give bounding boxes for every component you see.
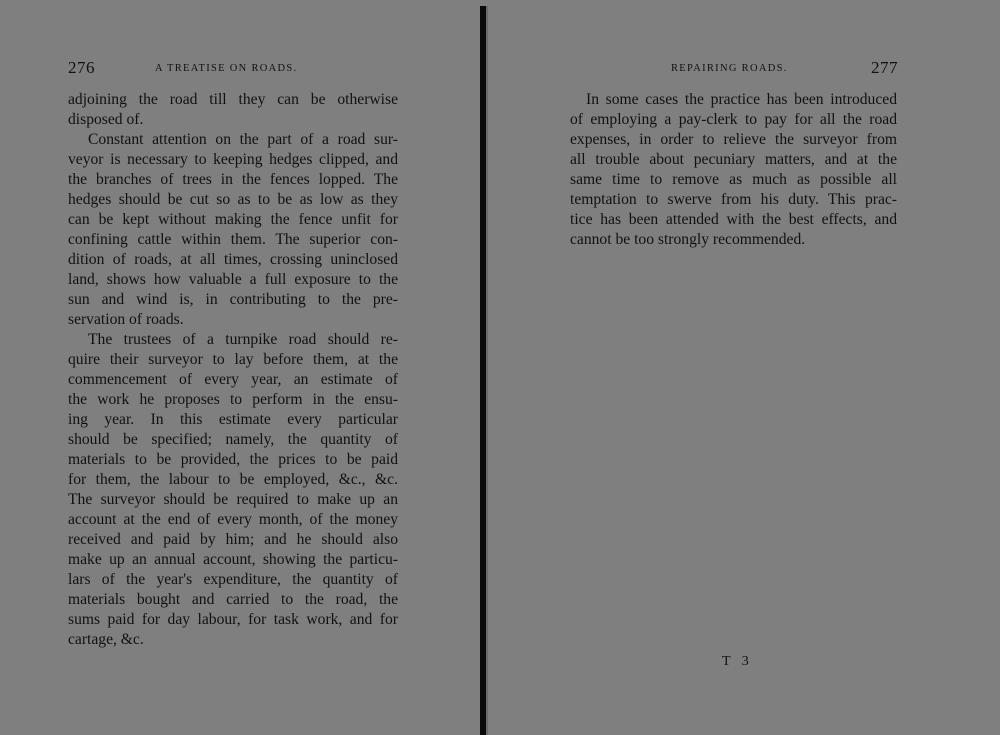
right-page-body [570, 90, 897, 250]
text-line: received and paid by him; and he should also [68, 531, 398, 548]
right-page-number: 277 [871, 58, 898, 77]
text-line: confining cattle within them. The superior con- [68, 231, 398, 248]
text-line: cannot be too strongly recommended. [570, 231, 806, 248]
text-line: materials bought and carried to the road, the [68, 591, 398, 608]
text-line: tice has been attended with the best effects, and [570, 211, 897, 228]
text-line: disposed of. [68, 111, 144, 128]
signature-mark: T 3 [722, 654, 753, 669]
text-line: adjoining the road till they can be otherwise [68, 91, 398, 108]
text-line: expenses, in order to relieve the surveyor from [570, 131, 897, 148]
left-running-head: A TREATISE ON ROADS. [155, 63, 298, 74]
text-line: temptation to swerve from his duty. This prac- [570, 191, 897, 208]
right-running-head: REPAIRING ROADS. [671, 63, 788, 74]
text-line: the work he proposes to perform in the ensu- [68, 391, 398, 408]
text-line: hedges should be cut so as to be as low as they [68, 191, 398, 208]
text-line: In some cases the practice has been introduced [586, 91, 897, 108]
text-line: lars of the year's expenditure, the quantity of [68, 571, 398, 588]
text-line: same time to remove as much as possible all [570, 171, 897, 188]
text-line: cartage, &c. [68, 631, 144, 648]
text-line: for them, the labour to be employed, &c., &c. [68, 471, 398, 488]
left-page [0, 0, 480, 735]
gutter-shadow [486, 6, 488, 735]
text-line: commencement of every year, an estimate of [68, 371, 398, 388]
text-line: The surveyor should be required to make up an [68, 491, 398, 508]
text-line: veyor is necessary to keeping hedges clipped, and [68, 151, 398, 168]
left-page-body [68, 90, 398, 650]
text-line: The trustees of a turnpike road should re- [88, 331, 398, 348]
text-line: sun and wind is, in contributing to the pre- [68, 291, 398, 308]
right-page [490, 0, 1000, 735]
text-line: all trouble about pecuniary matters, and at the [570, 151, 897, 168]
text-line: the branches of trees in the fences lopped. The [68, 171, 398, 188]
text-line: Constant attention on the part of a road sur- [88, 131, 398, 148]
text-line: make up an annual account, showing the particu- [68, 551, 398, 568]
text-line: should be specified; namely, the quantity of [68, 431, 398, 448]
text-line: servation of roads. [68, 311, 184, 328]
left-page-number: 276 [68, 58, 95, 77]
text-line: materials to be provided, the prices to be paid [68, 451, 398, 468]
text-line: account at the end of every month, of the money [68, 511, 398, 528]
text-line: can be kept without making the fence unfit for [68, 211, 398, 228]
text-line: sums paid for day labour, for task work, and for [68, 611, 398, 628]
text-line: dition of roads, at all times, crossing uninclosed [68, 251, 398, 268]
text-line: quire their surveyor to lay before them, at the [68, 351, 398, 368]
text-line: land, shows how valuable a full exposure to the [68, 271, 398, 288]
text-line: ing year. In this estimate every particular [68, 411, 398, 428]
text-line: of employing a pay-clerk to pay for all the road [570, 111, 897, 128]
